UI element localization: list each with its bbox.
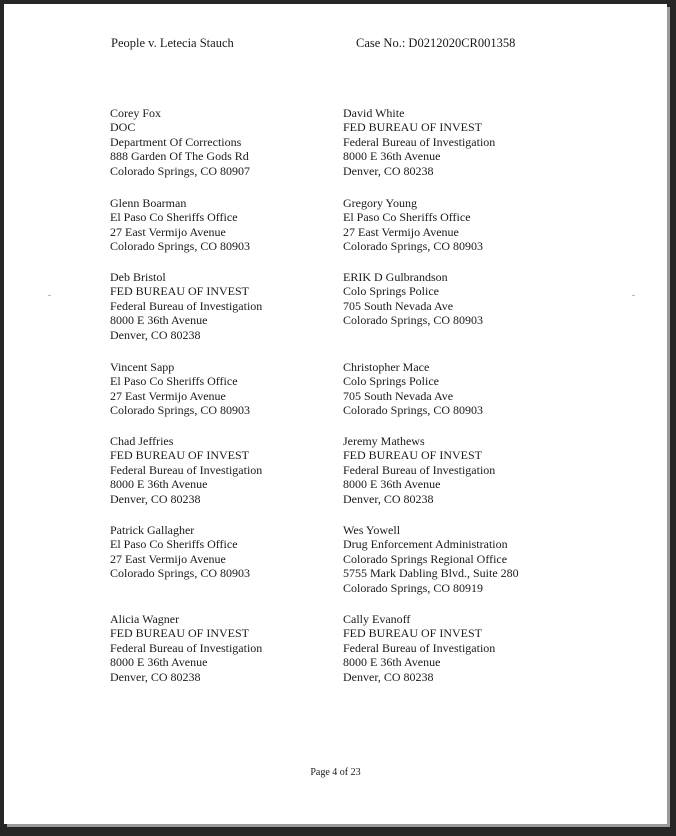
witness-street: 8000 E 36th Avenue xyxy=(343,149,441,164)
witness-name: Corey Fox xyxy=(110,106,161,120)
witness-agency-code: DOC xyxy=(110,120,136,135)
witness-city: Colorado Springs, CO 80903 xyxy=(343,313,484,328)
witness-entry xyxy=(343,270,483,328)
witness-entry xyxy=(110,523,250,581)
witness-agency: Federal Bureau of Investigation xyxy=(110,462,263,477)
witness-agency: Drug Enforcement Administration xyxy=(343,537,508,552)
witness-name: Gregory Young xyxy=(343,196,418,210)
witness-name: David White xyxy=(343,106,405,120)
witness-name: Vincent Sapp xyxy=(110,360,175,374)
case-number: Case No.: D0212020CR001358 xyxy=(356,36,516,50)
witness-agency: El Paso Co Sheriffs Office xyxy=(110,537,238,552)
witness-name: Christopher Mace xyxy=(343,360,430,374)
witness-entry xyxy=(343,434,495,506)
witness-agency: El Paso Co Sheriffs Office xyxy=(343,210,471,225)
witness-city: Denver, CO 80238 xyxy=(343,491,434,506)
witness-entry xyxy=(110,360,250,418)
witness-street: 5755 Mark Dabling Blvd., Suite 280 xyxy=(343,566,519,581)
witness-agency-code: FED BUREAU OF INVEST xyxy=(110,448,250,463)
witness-city: Denver, CO 80238 xyxy=(343,669,434,684)
witness-entry xyxy=(110,196,250,254)
scan-speck xyxy=(48,295,51,296)
witness-name: Glenn Boarman xyxy=(110,196,187,210)
witness-agency: Federal Bureau of Investigation xyxy=(343,134,496,149)
witness-city: Colorado Springs, CO 80907 xyxy=(110,163,251,178)
witness-street: 8000 E 36th Avenue xyxy=(110,655,208,670)
witness-street: 705 South Nevada Ave xyxy=(343,298,454,313)
witness-agency: Federal Bureau of Investigation xyxy=(343,640,496,655)
witness-street: 888 Garden Of The Gods Rd xyxy=(110,149,249,164)
witness-name: Wes Yowell xyxy=(343,523,401,537)
document-page xyxy=(4,4,667,824)
page-number: Page 4 of 23 xyxy=(310,767,361,778)
witness-street: 8000 E 36th Avenue xyxy=(110,477,208,492)
witness-agency: El Paso Co Sheriffs Office xyxy=(110,210,238,225)
witness-agency: Federal Bureau of Investigation xyxy=(343,462,496,477)
witness-entry xyxy=(343,106,495,178)
witness-agency-code: FED BUREAU OF INVEST xyxy=(110,626,250,641)
witness-city: Colorado Springs, CO 80903 xyxy=(343,239,484,254)
witness-agency: Colo Springs Police xyxy=(343,284,440,299)
witness-agency: El Paso Co Sheriffs Office xyxy=(110,374,238,389)
witness-entry xyxy=(343,523,519,595)
witness-city: Denver, CO 80238 xyxy=(110,327,201,342)
witness-name: Alicia Wagner xyxy=(110,612,180,626)
witness-city: Colorado Springs, CO 80903 xyxy=(110,239,251,254)
witness-office: Colorado Springs Regional Office xyxy=(343,551,508,566)
witness-agency: Department Of Corrections xyxy=(110,134,242,149)
witness-name: Deb Bristol xyxy=(110,270,166,284)
witness-name: ERIK D Gulbrandson xyxy=(343,270,448,284)
witness-street: 8000 E 36th Avenue xyxy=(343,477,441,492)
witness-agency-code: FED BUREAU OF INVEST xyxy=(343,626,483,641)
witness-city: Colorado Springs, CO 80903 xyxy=(110,403,251,418)
witness-name: Cally Evanoff xyxy=(343,612,411,626)
witness-street: 27 East Vermijo Avenue xyxy=(110,388,226,403)
witness-entry xyxy=(110,612,262,684)
witness-street: 27 East Vermijo Avenue xyxy=(110,551,226,566)
witness-entry xyxy=(343,360,483,418)
scan-speck xyxy=(632,295,635,296)
witness-city: Colorado Springs, CO 80903 xyxy=(343,403,484,418)
witness-street: 27 East Vermijo Avenue xyxy=(110,224,226,239)
witness-city: Denver, CO 80238 xyxy=(110,669,201,684)
witness-street: 27 East Vermijo Avenue xyxy=(343,224,459,239)
witness-city: Denver, CO 80238 xyxy=(110,491,201,506)
witness-entry xyxy=(110,106,250,178)
witness-agency-code: FED BUREAU OF INVEST xyxy=(110,284,250,299)
witness-agency-code: FED BUREAU OF INVEST xyxy=(343,120,483,135)
witness-entry xyxy=(110,270,262,342)
witness-city: Colorado Springs, CO 80903 xyxy=(110,566,251,581)
case-title: People v. Letecia Stauch xyxy=(111,36,234,50)
witness-name: Patrick Gallagher xyxy=(110,523,195,537)
witness-name: Jeremy Mathews xyxy=(343,434,425,448)
witness-agency: Colo Springs Police xyxy=(343,374,440,389)
witness-entry xyxy=(343,612,495,684)
witness-agency: Federal Bureau of Investigation xyxy=(110,298,263,313)
witness-name: Chad Jeffries xyxy=(110,434,174,448)
witness-street: 8000 E 36th Avenue xyxy=(343,655,441,670)
witness-agency-code: FED BUREAU OF INVEST xyxy=(343,448,483,463)
witness-agency: Federal Bureau of Investigation xyxy=(110,640,263,655)
witness-entry xyxy=(110,434,262,506)
witness-street: 705 South Nevada Ave xyxy=(343,388,454,403)
witness-street: 8000 E 36th Avenue xyxy=(110,313,208,328)
witness-entry xyxy=(343,196,483,254)
witness-city: Denver, CO 80238 xyxy=(343,163,434,178)
witness-city: Colorado Springs, CO 80919 xyxy=(343,580,484,595)
